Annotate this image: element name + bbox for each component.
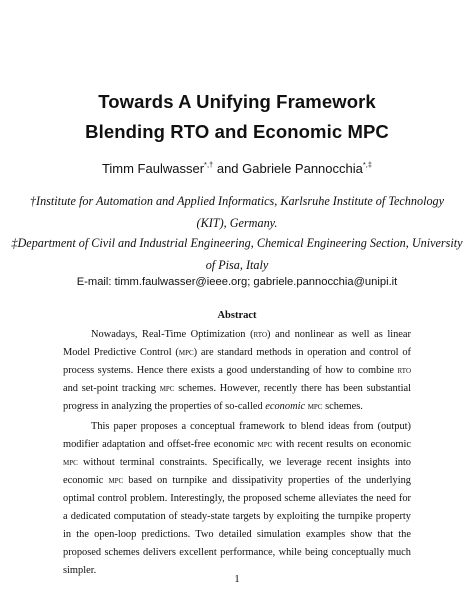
paper-title-line-1: Towards A Unifying Framework xyxy=(98,91,376,112)
text-run: based on turnpike and dissipativity properties of the underlying optimal control problem. Interestingly, the proposed scheme alleviates the need for a dedicated computation of steady-state targets by exploiting the turnpike property in the open-loop predictions. Two detailed simulation examples show that the proposed schemes delivers excellent performance, while being conceptually much simpler. xyxy=(63,475,411,576)
paper-title-line-2: Blending RTO and Economic MPC xyxy=(85,121,389,142)
contact-email: E-mail: timm.faulwasser@ieee.org; gabriele.pannocchia@unipi.it xyxy=(76,276,398,288)
author-name: Timm Faulwasser xyxy=(101,161,205,176)
text-run: and set-point tracking xyxy=(63,383,160,394)
acronym: rto xyxy=(397,365,411,376)
abstract-paragraph-1 xyxy=(63,326,411,416)
affiliation-1-line-2: (KIT), Germany. xyxy=(196,216,278,230)
affiliation-1-line-1: †Institute for Automation and Applied Informatics, Karlsruhe Institute of Technology xyxy=(29,194,445,208)
acronym: mpc xyxy=(257,439,273,450)
text-run: without terminal constraints. Specifically, we leverage recent insights into economic xyxy=(63,457,411,486)
abstract-paragraph-2 xyxy=(63,418,411,580)
acronym: mpc xyxy=(108,475,124,486)
acronym: mpc xyxy=(63,457,78,468)
acronym: mpc xyxy=(178,347,194,358)
author-name: Gabriele Pannocchia xyxy=(242,161,363,176)
affiliation-2-line-1: ‡Department of Civil and Industrial Engineering, Chemical Engineering Section, University xyxy=(11,236,463,250)
acronym: mpc xyxy=(307,401,323,412)
author-list xyxy=(0,160,474,176)
author-affiliation-mark: *,† xyxy=(204,160,214,169)
text-run: This paper proposes a conceptual framework to blend ideas from (output) modifier adaptation and offset-free economic xyxy=(63,421,411,450)
text-run: with recent results on economic xyxy=(272,439,411,450)
author-affiliation-mark: *,‡ xyxy=(362,160,373,169)
acronym: mpc xyxy=(159,383,175,394)
text-run: ) and nonlinear as well as linear Model Predictive Control ( xyxy=(63,329,411,358)
text-run: ) are standard methods in operation and control of process systems. Hence there exists a good understanding of how to combine xyxy=(63,347,411,376)
text-run: schemes. However, recently there has been substantial progress in analyzing the properties of so-called xyxy=(63,383,411,412)
abstract-body xyxy=(63,326,411,580)
abstract-heading: Abstract xyxy=(217,310,257,321)
affiliation-2-line-2: of Pisa, Italy xyxy=(205,258,269,272)
acronym: rto xyxy=(253,329,267,340)
text-run: schemes. xyxy=(322,401,363,412)
emphasis: economic xyxy=(265,401,306,412)
page-number: 1 xyxy=(234,573,240,585)
text-run: Nowadays, Real-Time Optimization ( xyxy=(91,329,254,340)
author-conjunction: and xyxy=(216,161,239,176)
